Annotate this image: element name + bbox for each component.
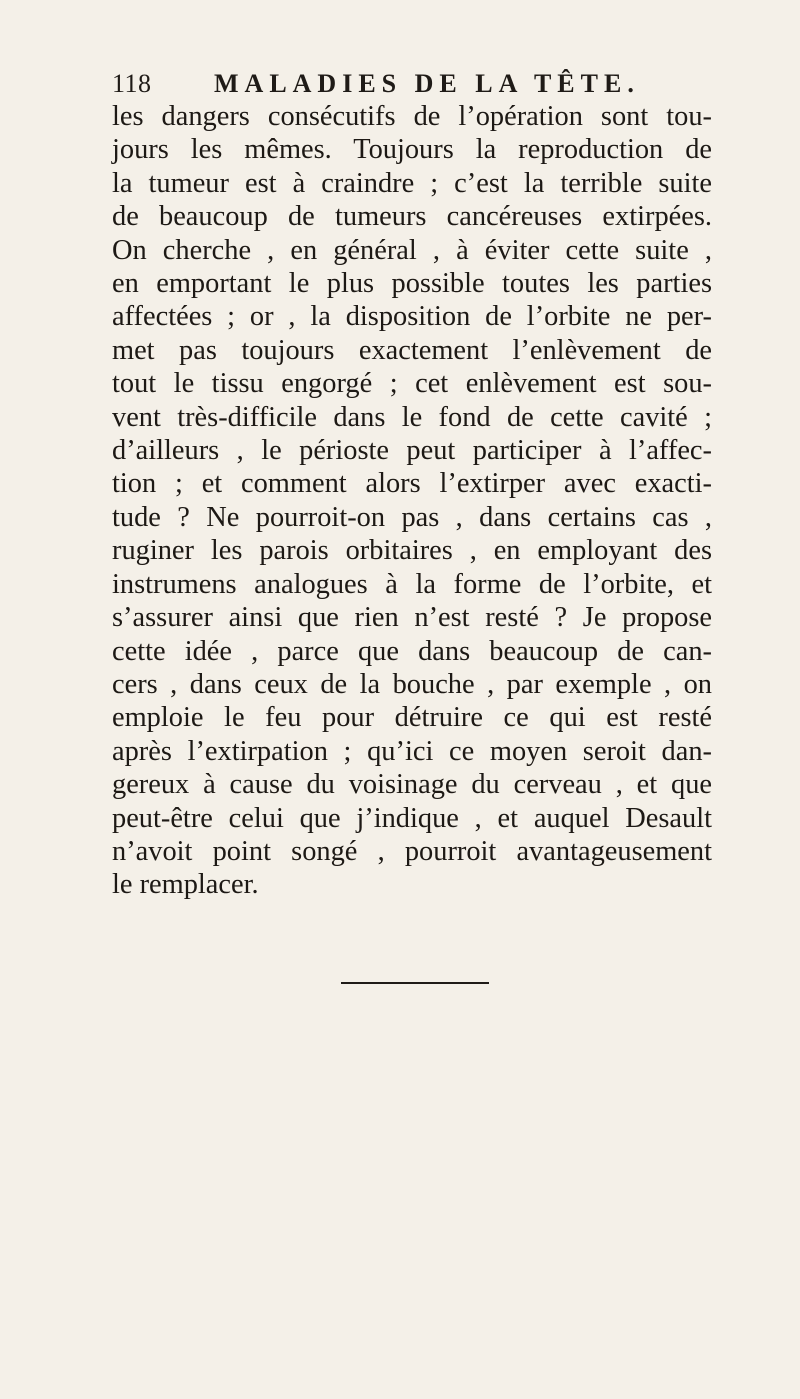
text-line: d’ailleurs , le périoste peut participer à l’affec- xyxy=(112,435,712,467)
text-line: tion ; et comment alors l’extirper avec exacti- xyxy=(112,468,712,500)
text-line: gereux à cause du voisinage du cerveau , et que xyxy=(112,769,712,801)
text-line: de beaucoup de tumeurs cancéreuses extirpées. xyxy=(112,201,712,233)
text-line: peut-être celui que j’indique , et auquel Desault xyxy=(112,802,712,834)
text-line: vent très-difficile dans le fond de cette cavité ; xyxy=(112,401,712,433)
text-line: emploie le feu pour détruire ce qui est resté xyxy=(112,702,712,734)
text-line: le remplacer. xyxy=(112,869,259,901)
text-line: instrumens analogues à la forme de l’orbite, et xyxy=(112,568,712,600)
text-line: n’avoit point songé , pourroit avantageusement xyxy=(112,835,712,867)
text-line: tout le tissu engorgé ; cet enlèvement est sou- xyxy=(112,368,712,400)
text-line: s’assurer ainsi que rien n’est resté ? Je propose xyxy=(112,602,712,634)
text-line: met pas toujours exactement l’enlèvement de xyxy=(112,334,712,366)
text-line: la tumeur est à craindre ; c’est la terrible suite xyxy=(112,167,712,199)
page-number: 118 xyxy=(112,69,152,98)
text-line: ruginer les parois orbitaires , en employant des xyxy=(112,535,712,567)
text-line: après l’extirpation ; qu’ici ce moyen seroit dan- xyxy=(112,735,712,767)
text-line: jours les mêmes. Toujours la reproduction de xyxy=(112,134,712,166)
body-text xyxy=(112,100,712,902)
closing-rule xyxy=(341,982,489,984)
running-title: MALADIES DE LA TÊTE. xyxy=(214,69,640,98)
text-line: cers , dans ceux de la bouche , par exemple , on xyxy=(112,668,712,700)
text-line: les dangers consécutifs de l’opération sont tou- xyxy=(112,101,712,132)
text-line: affectées ; or , la disposition de l’orbite ne per- xyxy=(112,301,712,333)
text-line: cette idée , parce que dans beaucoup de can- xyxy=(112,635,712,667)
text-line: On cherche , en général , à éviter cette suite , xyxy=(112,234,712,266)
text-line: tude ? Ne pourroit-on pas , dans certains cas , xyxy=(112,501,712,533)
page-header xyxy=(112,66,692,102)
text-line: en emportant le plus possible toutes les parties xyxy=(112,268,712,300)
